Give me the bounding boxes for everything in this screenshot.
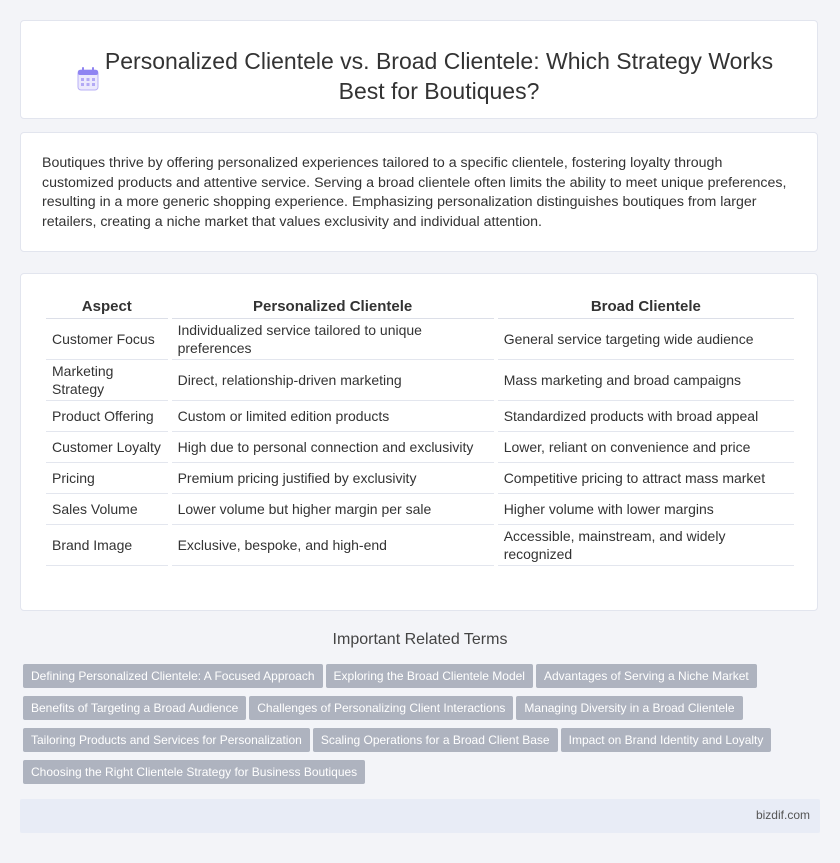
table-cell: Accessible, mainstream, and widely recognized: [498, 525, 794, 566]
table-cell: Customer Loyalty: [46, 432, 168, 463]
term-tag[interactable]: Scaling Operations for a Broad Client Base: [313, 728, 558, 752]
table-cell: Lower, reliant on convenience and price: [498, 432, 794, 463]
term-tag[interactable]: Exploring the Broad Clientele Model: [326, 664, 533, 688]
related-terms-title: Important Related Terms: [332, 631, 508, 648]
page-title: Personalized Clientele vs. Broad Clientele: Which Strategy Works Best for Boutiques?: [104, 48, 774, 104]
term-tag[interactable]: Defining Personalized Clientele: A Focused Approach: [23, 664, 323, 688]
table-row: [46, 432, 794, 463]
table-cell: Premium pricing justified by exclusivity: [172, 463, 494, 494]
table-cell: Higher volume with lower margins: [498, 494, 794, 525]
intro-paragraph: Boutiques thrive by offering personalized experiences tailored to a specific clientele, fostering loyalty through customized products and attentive service. Serving a broad clientele often limits the ability to meet unique preferences, resulting in a more generic shopping experience. Emphasizing personalization distinguishes boutiques from larger retailers, creating a niche market that values exclusivity and individual attention.: [42, 155, 787, 230]
header-broad: Broad Clientele: [498, 294, 794, 319]
term-tag[interactable]: Advantages of Serving a Niche Market: [536, 664, 757, 688]
table-cell: Individualized service tailored to unique preferences: [172, 319, 494, 360]
table-cell: General service targeting wide audience: [498, 319, 794, 360]
comparison-table: [42, 294, 798, 566]
table-cell: Pricing: [46, 463, 168, 494]
header-personalized: Personalized Clientele: [172, 294, 494, 319]
intro-card: [20, 132, 818, 252]
table-row: [46, 494, 794, 525]
table-cell: Exclusive, bespoke, and high-end: [172, 525, 494, 566]
table-cell: High due to personal connection and exclusivity: [172, 432, 494, 463]
table-cell: Brand Image: [46, 525, 168, 566]
comparison-card: [20, 273, 818, 611]
term-tag[interactable]: Benefits of Targeting a Broad Audience: [23, 696, 246, 720]
footer-site-link[interactable]: bizdif.com: [755, 808, 810, 822]
table-cell: Sales Volume: [46, 494, 168, 525]
table-cell: Product Offering: [46, 401, 168, 432]
table-cell: Mass marketing and broad campaigns: [498, 360, 794, 401]
footer: [20, 799, 820, 833]
table-header-row: [46, 294, 794, 319]
table-cell: Marketing Strategy: [46, 360, 168, 401]
table-row: [46, 401, 794, 432]
header-aspect: Aspect: [46, 294, 168, 319]
term-tag[interactable]: Impact on Brand Identity and Loyalty: [561, 728, 772, 752]
table-cell: Lower volume but higher margin per sale: [172, 494, 494, 525]
term-tag[interactable]: Challenges of Personalizing Client Interactions: [249, 696, 513, 720]
related-terms-list: [23, 664, 783, 792]
table-row: [46, 463, 794, 494]
table-cell: Custom or limited edition products: [172, 401, 494, 432]
table-row: [46, 360, 794, 401]
table-cell: Customer Focus: [46, 319, 168, 360]
term-tag[interactable]: Tailoring Products and Services for Personalization: [23, 728, 310, 752]
term-tag[interactable]: Choosing the Right Clientele Strategy for Business Boutiques: [23, 760, 365, 784]
table-row: [46, 319, 794, 360]
term-tag[interactable]: Managing Diversity in a Broad Clientele: [516, 696, 742, 720]
table-row: [46, 525, 794, 566]
table-cell: Standardized products with broad appeal: [498, 401, 794, 432]
table-cell: Competitive pricing to attract mass market: [498, 463, 794, 494]
table-cell: Direct, relationship-driven marketing: [172, 360, 494, 401]
header-card: [20, 20, 818, 119]
